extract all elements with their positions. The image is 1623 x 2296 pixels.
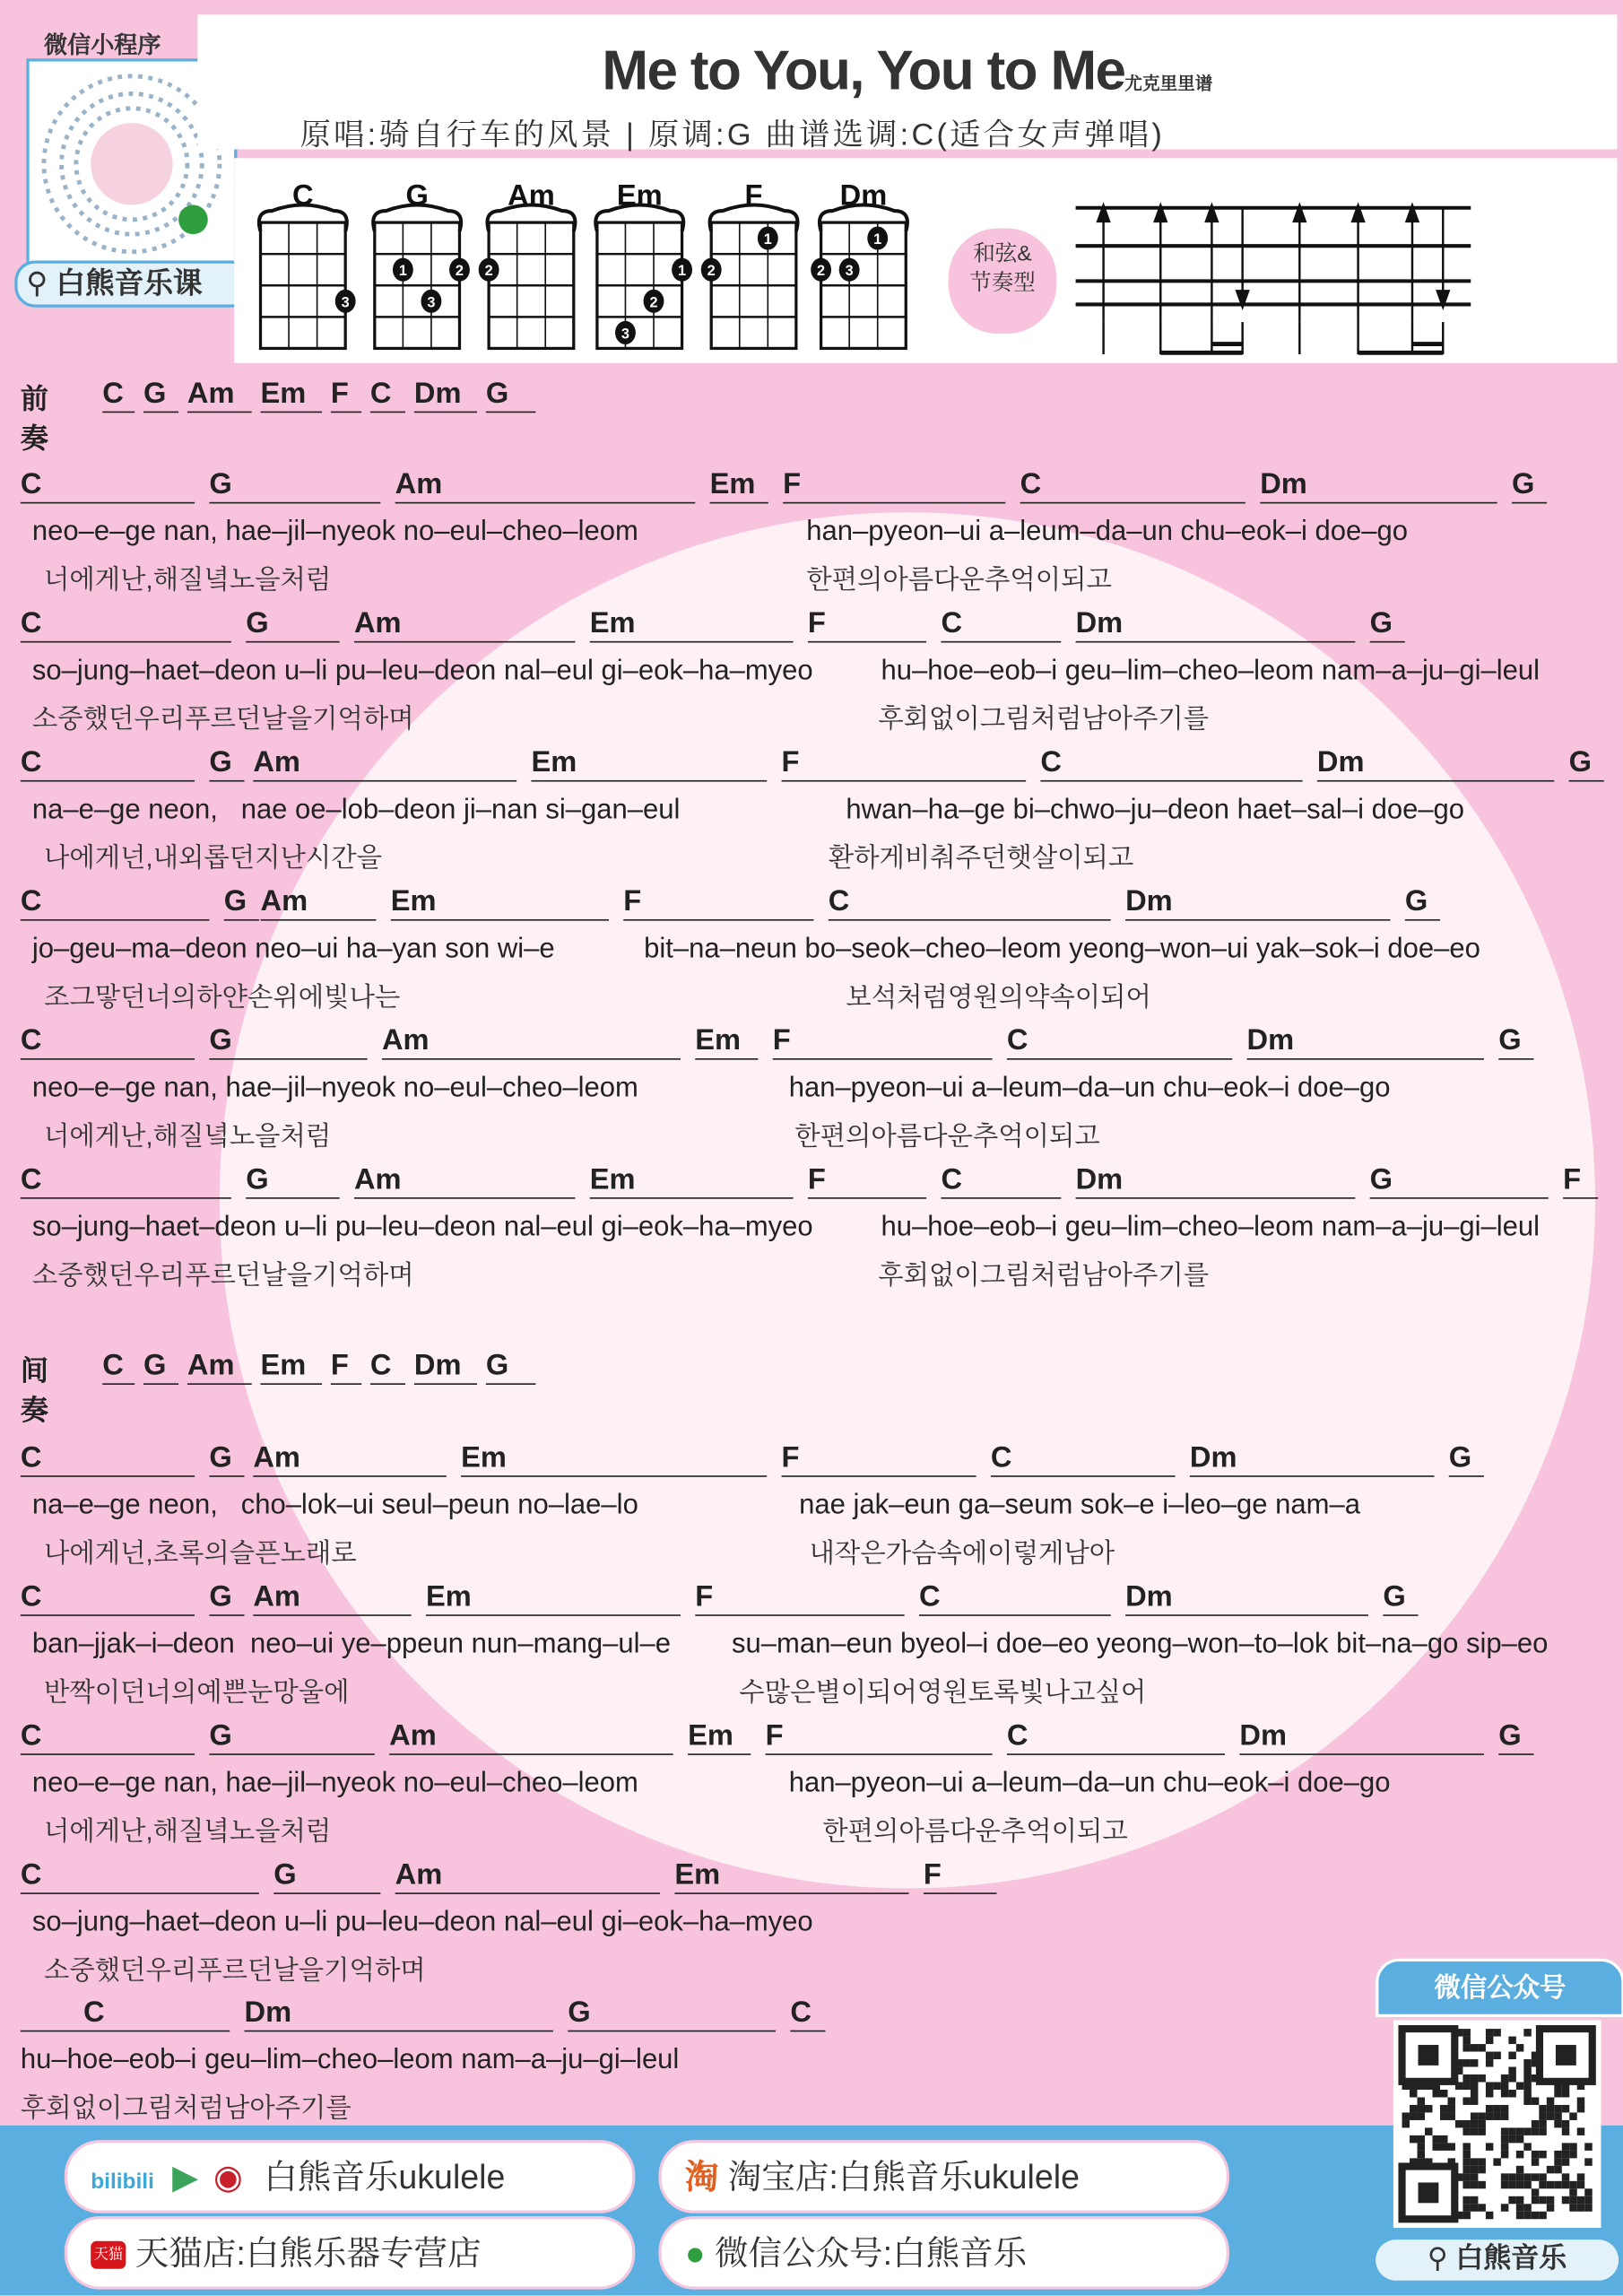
wechat-link[interactable] <box>658 2216 1229 2290</box>
chord-G[interactable]: G <box>209 468 380 503</box>
chord-diagram-C <box>259 178 356 348</box>
korean-lyric: 너에게난,해질녘노을처럼 <box>43 1816 332 1847</box>
korean-lyric: 후회없이그림처럼남아주기를 <box>20 2092 352 2123</box>
chord-C[interactable]: C <box>21 607 231 642</box>
chord-Dm[interactable]: Dm <box>1125 885 1390 920</box>
chord-Am[interactable]: Am <box>382 1024 681 1059</box>
romanized-lyric: na–e–ge neon, cho–lok–ui seul–peun no–lae–lo <box>31 1490 638 1521</box>
chord-C[interactable]: C <box>21 1720 195 1755</box>
chord-name: F <box>744 178 763 212</box>
chord-G[interactable]: G <box>209 746 244 781</box>
chord-Em[interactable]: Em <box>261 378 323 413</box>
tmall-icon: 天猫 <box>91 2241 126 2269</box>
korean-lyric: 소중했던우리푸르던날을기억하며 <box>31 1260 414 1290</box>
mini-program-label: 微信小程序 <box>43 33 161 59</box>
chord-Am[interactable]: Am <box>187 378 252 413</box>
chord-F[interactable]: F <box>331 378 361 413</box>
chord-Am[interactable]: Am <box>354 607 575 642</box>
chord-F[interactable]: F <box>783 468 1005 503</box>
chord-Dm[interactable]: Dm <box>1076 1164 1356 1199</box>
romanized-lyric: bit–na–neun bo–seok–cheo–leom yeong–won–ui yak–sok–i doe–eo <box>644 934 1480 965</box>
chord-G[interactable]: G <box>568 1996 776 2031</box>
chord-C[interactable]: C <box>370 378 405 413</box>
chord-F[interactable]: F <box>331 1350 361 1385</box>
finger-number: 3 <box>845 263 854 280</box>
chord-Am[interactable]: Am <box>395 1859 660 1894</box>
chord-C[interactable]: C <box>21 1859 259 1894</box>
chord-Em[interactable]: Em <box>688 1720 751 1755</box>
chord-Em[interactable]: Em <box>710 468 768 503</box>
chord-C[interactable]: C <box>790 1996 825 2031</box>
romanized-lyric: hu–hoe–eob–i geu–lim–cheo–leom nam–a–ju–gi–leul <box>881 1212 1541 1243</box>
chord-Dm[interactable]: Dm <box>1260 468 1497 503</box>
chord-C[interactable]: C <box>21 1996 230 2031</box>
finger-number: 2 <box>817 263 826 280</box>
chord-G[interactable]: G <box>209 1581 244 1616</box>
search-text: 白熊音乐课 <box>56 267 203 300</box>
chord-name: Dm <box>839 178 888 212</box>
song-title <box>197 41 1617 104</box>
strum-up-arrow-icon <box>1096 202 1110 222</box>
video-play-icon: ▶ <box>172 2157 199 2196</box>
chord-Dm[interactable]: Dm <box>414 1350 477 1385</box>
korean-lyric: 소중했던우리푸르던날을기억하며 <box>43 1955 426 1986</box>
korean-lyric: 한편의아름다운추억이되고 <box>822 1816 1128 1847</box>
strum-up-arrow-icon <box>1153 202 1167 222</box>
chord-Am[interactable]: Am <box>261 885 377 920</box>
chord-C[interactable]: C <box>21 1024 195 1059</box>
romanized-lyric: nae jak–eun ga–seum sok–e i–leo–ge nam–a <box>799 1490 1360 1521</box>
finger-number: 1 <box>398 263 407 280</box>
intro-label: 前奏 <box>20 385 48 456</box>
taobao-link[interactable] <box>658 2140 1229 2213</box>
chord-diagram-Dm <box>811 178 907 348</box>
strum-down-arrow-icon <box>1235 290 1249 310</box>
wechat-link-label: 微信公众号:白熊音乐 <box>714 2233 1028 2273</box>
weibo-icon: ◉ <box>213 2157 243 2196</box>
chord-Dm[interactable]: Dm <box>1190 1442 1435 1477</box>
chord-C[interactable]: C <box>370 1350 405 1385</box>
korean-lyric: 환하게비춰주던햇살이되고 <box>828 843 1134 873</box>
romanized-lyric: su–man–eun byeol–i doe–eo yeong–won–to–lok bit–na–go sip–eo <box>732 1629 1549 1660</box>
title-suffix: 尤克里里谱 <box>1124 73 1213 94</box>
chord-Em[interactable]: Em <box>590 607 794 642</box>
chord-F[interactable]: F <box>924 1859 997 1894</box>
chord-C[interactable]: C <box>21 468 195 503</box>
chord-Em[interactable]: Em <box>674 1859 908 1894</box>
chord-Am[interactable]: Am <box>253 746 516 781</box>
chord-F[interactable]: F <box>808 1164 926 1199</box>
korean-lyric: 한편의아름다운추억이되고 <box>794 1121 1100 1151</box>
romanized-lyric: so–jung–haet–deon u–li pu–leu–deon nal–eul gi–eok–ha–myeo <box>31 1907 813 1938</box>
chord-G[interactable]: G <box>224 885 259 920</box>
chord-F[interactable]: F <box>766 1720 993 1755</box>
taobao-icon: 淘 <box>684 2157 719 2196</box>
chord-C[interactable]: C <box>829 885 1111 920</box>
chord-F[interactable]: F <box>623 885 813 920</box>
korean-lyric: 후회없이그림처럼남아주기를 <box>878 704 1210 734</box>
strum-down-arrow-icon <box>1436 290 1450 310</box>
chord-F[interactable]: F <box>782 746 1027 781</box>
song-info: 原唱:骑自行车的风景 | 原调:G 曲谱选调:C(适合女声弹唱) <box>299 118 1166 152</box>
chord-G[interactable]: G <box>486 378 535 413</box>
chord-F[interactable]: F <box>808 607 926 642</box>
chord-name: Am <box>508 178 555 212</box>
korean-lyric: 소중했던우리푸르던날을기억하며 <box>31 704 414 734</box>
chord-diagram-F <box>701 178 798 348</box>
korean-lyric: 보석처럼영원의약속이되어 <box>846 982 1151 1012</box>
romanized-lyric: han–pyeon–ui a–leum–da–un chu–eok–i doe–go <box>788 1768 1391 1799</box>
chord-C[interactable]: C <box>991 1442 1176 1477</box>
chord-G[interactable]: G <box>1370 607 1405 642</box>
romanized-lyric: han–pyeon–ui a–leum–da–un chu–eok–i doe–go <box>806 517 1409 548</box>
chord-F[interactable]: F <box>773 1024 993 1059</box>
chord-C[interactable]: C <box>941 1164 1061 1199</box>
korean-lyric: 너에게난,해질녘노을처럼 <box>43 564 332 595</box>
chord-Dm[interactable]: Dm <box>1125 1581 1368 1616</box>
romanized-lyric: neo–e–ge nan, hae–jil–nyeok no–eul–cheo–leom <box>31 1073 638 1104</box>
bilibili-icon: bilibili <box>91 2169 154 2195</box>
wechat-search-text: 白熊音乐 <box>1455 2244 1567 2275</box>
taobao-label: 淘宝店:白熊音乐ukulele <box>727 2157 1080 2196</box>
korean-lyric: 너에게난,해질녘노을처럼 <box>43 1121 332 1151</box>
chord-diagram-G <box>373 178 470 348</box>
header <box>197 14 1617 152</box>
chord-name: C <box>292 178 314 212</box>
chord-F[interactable]: F <box>1563 1164 1598 1199</box>
chord-section <box>234 158 1617 362</box>
chord-Dm[interactable]: Dm <box>1076 607 1356 642</box>
chord-G[interactable]: G <box>209 1024 367 1059</box>
chord-diagram-Am <box>479 178 576 348</box>
chord-Am[interactable]: Am <box>389 1720 673 1755</box>
tmall-label: 天猫店:白熊乐器专营店 <box>135 2233 482 2273</box>
chord-Dm[interactable]: Dm <box>1317 746 1554 781</box>
tmall-link[interactable] <box>65 2216 636 2290</box>
strum-up-arrow-icon <box>1350 202 1365 222</box>
title-text: Me to You, You to Me <box>602 40 1125 103</box>
korean-lyric: 후회없이그림처럼남아주기를 <box>878 1260 1210 1290</box>
chord-C[interactable]: C <box>941 607 1061 642</box>
strum-up-arrow-icon <box>1405 202 1419 222</box>
chord-C[interactable]: C <box>1040 746 1302 781</box>
chord-Em[interactable]: Em <box>426 1581 681 1616</box>
chord-F[interactable]: F <box>695 1581 904 1616</box>
chord-C[interactable]: C <box>21 746 195 781</box>
finger-number: 3 <box>621 326 629 343</box>
korean-lyric: 조그맣던너의하얀손위에빛나는 <box>43 982 401 1012</box>
strum-up-arrow-icon <box>1292 202 1306 222</box>
romanized-lyric: neo–e–ge nan, hae–jil–nyeok no–eul–cheo–leom <box>31 1768 638 1799</box>
finger-number: 3 <box>341 294 350 311</box>
chord-G[interactable]: G <box>246 607 339 642</box>
chord-Em[interactable]: Em <box>695 1024 758 1059</box>
korean-lyric: 수많은별이되어영원토록빛나고싶어 <box>739 1677 1147 1708</box>
korean-lyric: 내작은가슴속에이렇게남아 <box>809 1538 1115 1568</box>
finger-number: 1 <box>873 231 882 248</box>
romanized-lyric: jo–geu–ma–deon neo–ui ha–yan son wi–e <box>31 934 555 965</box>
romanized-lyric: so–jung–haet–deon u–li pu–leu–deon nal–eul gi–eok–ha–myeo <box>31 1212 813 1243</box>
chord-G[interactable]: G <box>1498 1720 1533 1755</box>
chord-C[interactable]: C <box>21 1581 195 1616</box>
chord-C[interactable]: C <box>102 378 135 413</box>
chord-Am[interactable]: Am <box>395 468 696 503</box>
wechat-qr-code[interactable] <box>1393 2020 1601 2228</box>
finger-number: 2 <box>649 294 658 311</box>
korean-lyric: 한편의아름다운추억이되고 <box>806 564 1112 595</box>
chord-C[interactable]: C <box>919 1581 1111 1616</box>
strum-up-arrow-icon <box>1204 202 1219 222</box>
chord-Dm[interactable]: Dm <box>1239 1720 1484 1755</box>
chord-G[interactable]: G <box>209 1442 244 1477</box>
chord-C[interactable]: C <box>102 1350 135 1385</box>
chord-G[interactable]: G <box>1405 885 1440 920</box>
chord-Am[interactable]: Am <box>253 1442 446 1477</box>
chord-G[interactable]: G <box>1449 1442 1484 1477</box>
chord-G[interactable]: G <box>273 1859 380 1894</box>
chord-F[interactable]: F <box>782 1442 976 1477</box>
romanized-lyric: han–pyeon–ui a–leum–da–un chu–eok–i doe–go <box>788 1073 1391 1104</box>
chord-name: Em <box>616 178 663 212</box>
wechat-search[interactable] <box>1376 2239 1619 2281</box>
chord-G[interactable]: G <box>1370 1164 1549 1199</box>
lyrics-area <box>12 363 1617 2126</box>
chord-diagram-Em <box>595 178 692 348</box>
chord-G[interactable]: G <box>1498 1024 1533 1059</box>
search-icon: ⚲ <box>26 267 48 300</box>
chord-Dm[interactable]: Dm <box>1247 1024 1484 1059</box>
chord-Am[interactable]: Am <box>354 1164 575 1199</box>
chord-C[interactable]: C <box>21 885 210 920</box>
chord-G[interactable]: G <box>246 1164 339 1199</box>
search-icon: ⚲ <box>1427 2244 1448 2275</box>
chord-G[interactable]: G <box>1383 1581 1418 1616</box>
chord-G[interactable]: G <box>143 1350 178 1385</box>
chord-G[interactable]: G <box>1512 468 1547 503</box>
korean-lyric: 반짝이던너의예쁜눈망울에 <box>43 1677 350 1708</box>
romanized-lyric: neo–e–ge nan, hae–jil–nyeok no–eul–cheo–leom <box>31 517 638 548</box>
romanized-lyric: hwan–ha–ge bi–chwo–ju–deon haet–sal–i doe–go <box>846 795 1465 826</box>
finger-number: 2 <box>455 263 464 280</box>
romanized-lyric: hu–hoe–eob–i geu–lim–cheo–leom nam–a–ju–gi–leul <box>20 2045 680 2076</box>
chord-C[interactable]: C <box>1007 1024 1232 1059</box>
chord-G[interactable]: G <box>486 1350 535 1385</box>
korean-lyric: 나에게넌,초록의슬픈노래로 <box>43 1538 357 1568</box>
strum-pattern <box>1076 202 1471 354</box>
chord-G[interactable]: G <box>209 1720 374 1755</box>
romanized-lyric: so–jung–haet–deon u–li pu–leu–deon nal–eul gi–eok–ha–myeo <box>31 656 813 687</box>
chord-Em[interactable]: Em <box>261 1350 323 1385</box>
finger-number: 2 <box>484 263 493 280</box>
romanized-lyric: na–e–ge neon, nae oe–lob–deon ji–nan si–gan–eul <box>31 795 681 826</box>
chord-diagrams <box>234 158 1617 362</box>
social-link[interactable] <box>65 2140 636 2213</box>
chord-Dm[interactable]: Dm <box>245 1996 553 2031</box>
chord-C[interactable]: C <box>21 1442 195 1477</box>
chord-Am[interactable]: Am <box>187 1350 252 1385</box>
chord-Em[interactable]: Em <box>531 746 767 781</box>
rhythm-badge <box>949 229 1057 335</box>
chord-G[interactable]: G <box>1569 746 1604 781</box>
chord-name: G <box>405 178 429 212</box>
chord-Dm[interactable]: Dm <box>414 378 477 413</box>
finger-number: 1 <box>763 231 772 248</box>
wechat-qr-title: 微信公众号 <box>1376 1959 1623 2017</box>
chord-G[interactable]: G <box>143 378 178 413</box>
finger-number: 2 <box>707 263 716 280</box>
interlude-label: 间奏 <box>20 1356 48 1428</box>
romanized-lyric: ban–jjak–i–deon neo–ui ye–ppeun nun–mang–ul–e <box>31 1629 672 1660</box>
mini-program-search[interactable] <box>14 261 251 308</box>
chord-C[interactable]: C <box>1007 1720 1225 1755</box>
wechat-icon: ● <box>684 2233 706 2273</box>
chord-C[interactable]: C <box>21 1164 231 1199</box>
chord-Em[interactable]: Em <box>461 1442 767 1477</box>
rhythm-label-2: 节奏型 <box>969 270 1036 296</box>
korean-lyric: 나에게넌,내외롭던지난시간을 <box>43 843 383 873</box>
social-label: 白熊音乐ukulele <box>264 2157 506 2196</box>
finger-number: 1 <box>678 263 687 280</box>
chord-Am[interactable]: Am <box>253 1581 411 1616</box>
romanized-lyric: hu–hoe–eob–i geu–lim–cheo–leom nam–a–ju–gi–leul <box>881 656 1541 687</box>
chord-Em[interactable]: Em <box>391 885 609 920</box>
finger-number: 3 <box>427 294 436 311</box>
chord-C[interactable]: C <box>1020 468 1245 503</box>
chord-Em[interactable]: Em <box>590 1164 794 1199</box>
rhythm-label-1: 和弦& <box>973 241 1032 267</box>
wechat-qr-box <box>1376 1959 1619 2281</box>
